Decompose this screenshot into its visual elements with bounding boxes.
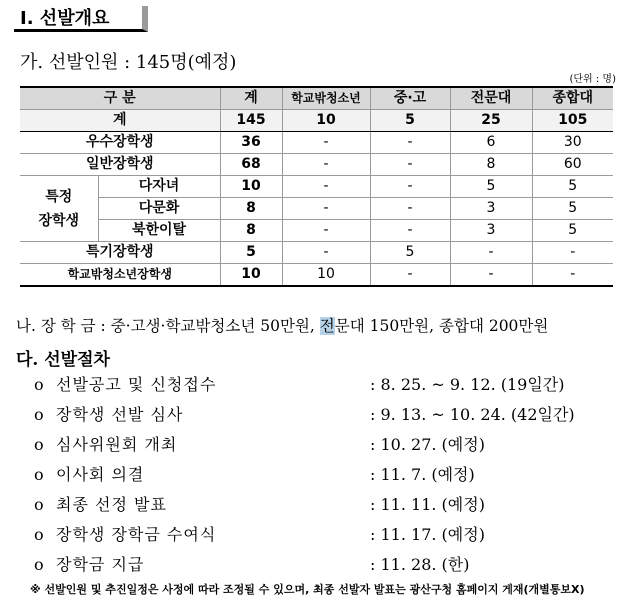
row-mid: -: [370, 264, 450, 287]
row-univ: 5: [532, 176, 613, 198]
row-total: 68: [220, 154, 282, 176]
section-title: Ⅰ. 선발개요: [14, 6, 148, 32]
row-label: 다문화: [98, 198, 220, 220]
selection-table: [20, 86, 613, 287]
row-total: 8: [220, 220, 282, 242]
row-univ: 30: [532, 132, 613, 154]
row-college: 6: [450, 132, 532, 154]
table-header-row: [20, 87, 613, 110]
bullet: o: [34, 525, 44, 544]
bullet: o: [34, 435, 44, 454]
step-label: 선발공고 및 신청접수: [56, 375, 217, 394]
scholarship-amount-line: [16, 314, 548, 336]
total-mid-cell: 5: [370, 110, 450, 132]
procedure-heading: 다. 선발절차: [16, 350, 110, 370]
step-date: : 11. 17. (예정): [370, 525, 485, 544]
list-item: [34, 520, 614, 550]
table-row: [20, 242, 613, 264]
list-item: [34, 550, 614, 580]
step-label: 장학생 선발 심사: [56, 405, 184, 424]
row-mid: -: [370, 132, 450, 154]
row-label: 북한이탈: [98, 220, 220, 242]
row-label: 특기장학생: [20, 242, 220, 264]
header-out-of-school-youth: 학교밖청소년: [282, 87, 370, 110]
row-univ: -: [532, 264, 613, 287]
special-group-label: 특정 장학생: [20, 176, 98, 242]
total-youth-cell: 10: [282, 110, 370, 132]
list-item: [34, 430, 614, 460]
selection-count-heading: 가. 선발인원 : 145명(예정): [20, 52, 237, 73]
row-youth: -: [282, 154, 370, 176]
row-youth: 10: [282, 264, 370, 287]
row-univ: 60: [532, 154, 613, 176]
list-item: [34, 370, 614, 400]
bullet: o: [34, 405, 44, 424]
step-label: 심사위원회 개최: [56, 435, 178, 454]
row-label: 학교밖청소년장학생: [20, 264, 220, 287]
row-label: 다자녀: [98, 176, 220, 198]
list-item: [34, 490, 614, 520]
step-date: : 8. 25. ~ 9. 12. (19일간): [370, 375, 565, 394]
row-mid: 5: [370, 242, 450, 264]
table-row: [20, 176, 613, 198]
step-date: : 9. 13. ~ 10. 24. (42일간): [370, 405, 575, 424]
row-mid: -: [370, 198, 450, 220]
table-row: [20, 220, 613, 242]
amount-prefix: 나. 장 학 금 : 중·고생·학교밖청소년 50만원,: [16, 317, 320, 335]
header-college: 전문대: [450, 87, 532, 110]
row-college: -: [450, 242, 532, 264]
row-univ: 5: [532, 198, 613, 220]
unit-label: (단위 : 명): [569, 74, 616, 85]
header-total: 계: [220, 87, 282, 110]
list-item: [34, 460, 614, 490]
row-univ: 5: [532, 220, 613, 242]
row-college: 3: [450, 198, 532, 220]
row-total: 8: [220, 198, 282, 220]
table-row: [20, 198, 613, 220]
row-mid: -: [370, 154, 450, 176]
row-youth: -: [282, 220, 370, 242]
row-youth: -: [282, 242, 370, 264]
highlighted-char: 전: [319, 317, 335, 335]
row-college: 8: [450, 154, 532, 176]
row-youth: -: [282, 132, 370, 154]
row-college: -: [450, 264, 532, 287]
bullet: o: [34, 555, 44, 574]
table-row: [20, 264, 613, 287]
total-college-cell: 25: [450, 110, 532, 132]
row-college: 5: [450, 176, 532, 198]
amount-suffix: 문대 150만원, 종합대 200만원: [334, 317, 549, 335]
total-univ-cell: 105: [532, 110, 613, 132]
header-middle-high: 중·고: [370, 87, 450, 110]
row-mid: -: [370, 220, 450, 242]
table-row: [20, 154, 613, 176]
step-label: 장학생 장학금 수여식: [56, 525, 217, 544]
row-college: 3: [450, 220, 532, 242]
total-cell: 145: [220, 110, 282, 132]
bullet: o: [34, 495, 44, 514]
row-youth: -: [282, 176, 370, 198]
procedure-list: [34, 370, 614, 580]
step-date: : 11. 7. (예정): [370, 465, 475, 484]
row-label: 일반장학생: [20, 154, 220, 176]
step-date: : 11. 11. (예정): [370, 495, 485, 514]
row-label: 우수장학생: [20, 132, 220, 154]
table-row: [20, 132, 613, 154]
row-mid: -: [370, 176, 450, 198]
header-category: 구 분: [20, 87, 220, 110]
table-total-row: [20, 110, 613, 132]
step-label: 이사회 의결: [56, 465, 145, 484]
header-university: 종합대: [532, 87, 613, 110]
row-univ: -: [532, 242, 613, 264]
bullet: o: [34, 375, 44, 394]
row-total: 36: [220, 132, 282, 154]
row-youth: -: [282, 198, 370, 220]
footnote: ※ 선발인원 및 추진일정은 사정에 따라 조정될 수 있으며, 최종 선발자 발표는 광산구청 홈페이지 게재(개별통보X): [30, 583, 585, 596]
bullet: o: [34, 465, 44, 484]
list-item: [34, 400, 614, 430]
row-total: 10: [220, 176, 282, 198]
step-date: : 11. 28. (한): [370, 555, 470, 574]
row-total: 10: [220, 264, 282, 287]
step-label: 최종 선정 발표: [56, 495, 167, 514]
row-total: 5: [220, 242, 282, 264]
step-date: : 10. 27. (예정): [370, 435, 485, 454]
step-label: 장학금 지급: [56, 555, 145, 574]
total-label: 계: [20, 110, 220, 132]
